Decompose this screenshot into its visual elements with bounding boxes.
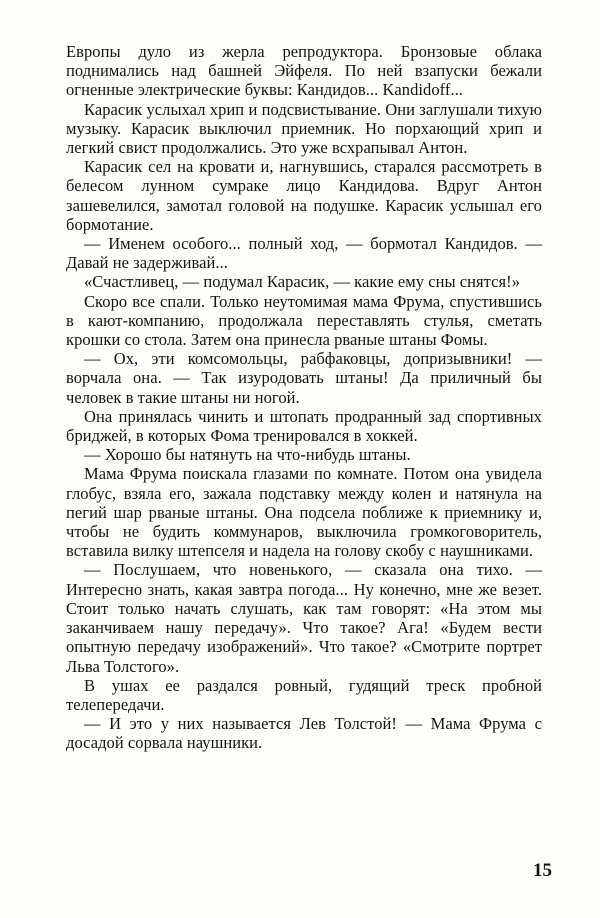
body-text xyxy=(66,42,542,753)
paragraph: «Счастливец, — подумал Карасик, — какие ему сны снятся!» xyxy=(84,272,520,292)
paragraph: Мама Фрума поискала глазами по комнате. Потом она увидела глобус, взяла его, зажала подставку между колен и натянула на пегий шар рваные штаны. Она подсела поближе к приемнику и, чтобы не будить коммунаров, выключила громкоговоритель, вставила вилку штепселя и надела на голову скобу с наушниками. xyxy=(66,464,542,561)
paragraph: — И это у них называется Лев Толстой! — Мама Фрума с досадой сорвала наушники. xyxy=(66,714,542,753)
paragraph: — Ох, эти комсомольцы, рабфаковцы, допризывники! — ворчала она. — Так изуродовать штаны! Да приличный бы человек в такие штаны ни ногой. xyxy=(66,349,542,407)
paragraph: Она принялась чинить и штопать продранный зад спортивных бриджей, в которых Фома тренировался в хоккей. xyxy=(66,406,542,446)
paragraph: Европы дуло из жерла репродуктора. Бронзовые облака поднимались над башней Эйфеля. По ней взапуски бежали огненные электрические буквы: Кандидов... Kandidoff... xyxy=(66,42,542,100)
paragraph: Карасик услыхал хрип и подсвистывание. Они заглушали тихую музыку. Карасик выключил приемник. Но порхающий хрип и легкий свист продолжались. Это уже всхрапывал Антон. xyxy=(66,99,542,158)
paragraph: — Именем особого... полный ход, — бормотал Кандидов. — Давай не задерживай... xyxy=(66,234,542,273)
page-number: 15 xyxy=(533,860,552,881)
paragraph: Карасик сел на кровати и, нагнувшись, старался рассмотреть в белесом лунном сумраке лицо Кандидова. Вдруг Антон зашевелился, замотал головой на подушке. Карасик услышал его бормотание. xyxy=(66,157,542,234)
paragraph: — Послушаем, что новенького, — сказала она тихо. — Интересно знать, какая завтра погода... Ну конечно, мне же везет. Стоит только начать слушать, как там говорят: «На этом мы заканчиваем нашу передачу». Что такое? Ага! «Будем вести опытную передачу изображений». Что такое? «Смотрите портрет Льва Толстого». xyxy=(66,560,542,676)
paragraph: Скоро все спали. Только неутомимая мама Фрума, спустившись в кают-компанию, продолжала переставлять стулья, сметать крошки со стола. Затем она принесла рваные штаны Фомы. xyxy=(66,291,542,350)
paragraph: В ушах ее раздался ровный, гудящий треск пробной телепередачи. xyxy=(66,675,542,714)
paragraph: — Хорошо бы натянуть на что-нибудь штаны. xyxy=(84,445,411,465)
